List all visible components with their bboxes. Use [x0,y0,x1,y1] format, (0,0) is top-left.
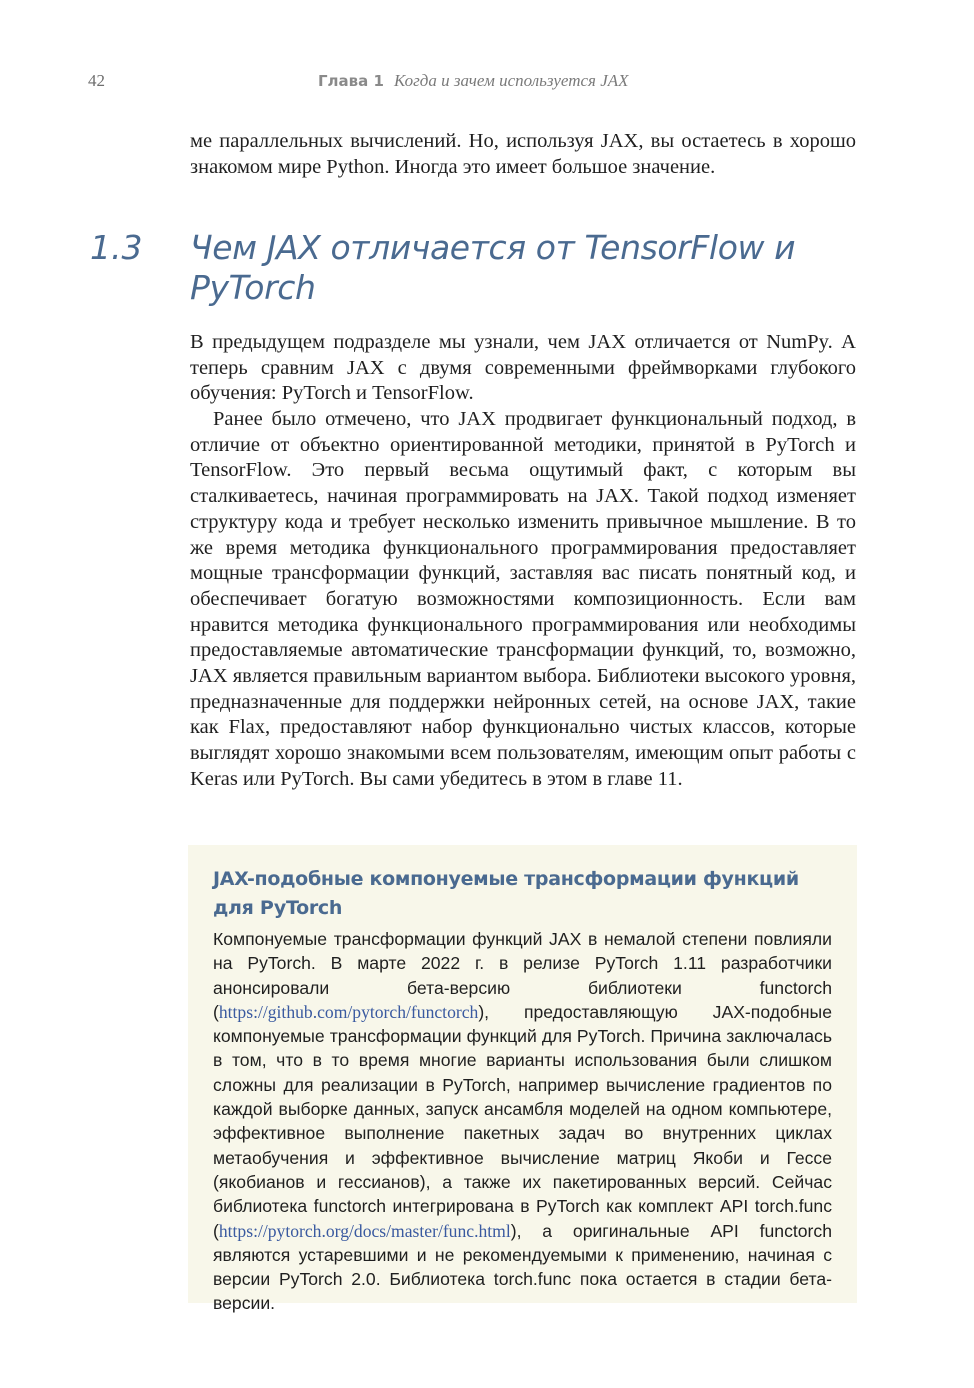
intro-paragraph: ме параллельных вычислений. Но, используя JAX, вы остаетесь в хорошо знакомом мире Python. Иногда это имеет большое значение. [190,130,856,178]
sidebar-box [188,845,857,1314]
body-paragraph-2: Ранее было отмечено, что JAX продвигает функциональный подход, в отличие от объектно ориентированной методики, принятой в PyTorch и TensorFlow. Это первый весьма ощутимый факт, с которым вы сталкиваетесь, начиная программировать на JAX. Такой подход изменяет структуру кода и требует несколько изменить привычное мышление. В то же время методика функционального программирования предоставляет мощные трансформации функций, заставляя вас писать понятный код, и обеспечивает богатую возможностями композиционность. Если вам нравится методика функционального программирования или необходимы предоставляемые автоматические трансформации функций, то, возможно, JAX является правильным вариантом выбора. Библиотеки высокого уровня, предназначенные для поддержки нейронных сетей, на основе JAX, такие как Flax, предоставляют набор функционально чистых классов, которые выглядят хорошо знакомыми всем пользователям, имеющим опыт работы с Keras или PyTorch. Вы сами убедитесь в этом в главе 11. [190,408,856,790]
sidebar-text [213,927,832,1316]
torch-func-docs-link[interactable]: https://pytorch.org/docs/master/func.html [218,1220,511,1241]
functorch-github-link[interactable]: https://github.com/pytorch/functorch [218,1001,479,1022]
chapter-title: Когда и зачем используется JAX [393,71,629,90]
sidebar-text-part-2: ), предоставляющую JAX-подобные компонуемые трансформации функций для PyTorch. Причина заключалась в том, что в то время многие варианты использования были слишком сложны для реализации в PyTorch, например вычисление градиентов по каждой выборке данных, запуск ансамбля моделей на одном компьютере, эффективное выполнение пакетных задач во внутренних циклах метаобучения и эффективное вычисление матриц Якоби и Гессе (якобианов и гессианов), а также их пакетированных версий. Сейчас библиотека functorch интегрирована в PyTorch как комплект API torch.func ( [213,1001,832,1241]
section-title: Чем JAX отличается от TensorFlow и PyTorch [190,228,796,307]
sidebar-text-part-3: ), а оригинальные API functorch являются устаревшими и не рекомендуемыми к применению, начиная с версии PyTorch 2.0. Библиотека torch.func пока остается в стадии бета-версии. [213,1220,832,1314]
chapter-label: Глава 1 [318,72,384,90]
page-number: 42 [88,71,105,90]
sidebar-title: JAX-подобные компонуемые трансформации функций для PyTorch [213,868,799,919]
running-header [318,71,629,91]
sidebar-text-part-1: Компонуемые трансформации функций JAX в немалой степени повлияли на PyTorch. В марте 2022 г. в релизе PyTorch 1.11 разработчики анонсировали бета-версию библиотеки functorch ( [213,929,832,1022]
section-number: 1.3 [90,228,143,267]
body-paragraph-1: В предыдущем подразделе мы узнали, чем JAX отличается от NumPy. А теперь сравним JAX с двумя современными фреймворками глубокого обучения: PyTorch и TensorFlow. [190,331,856,405]
